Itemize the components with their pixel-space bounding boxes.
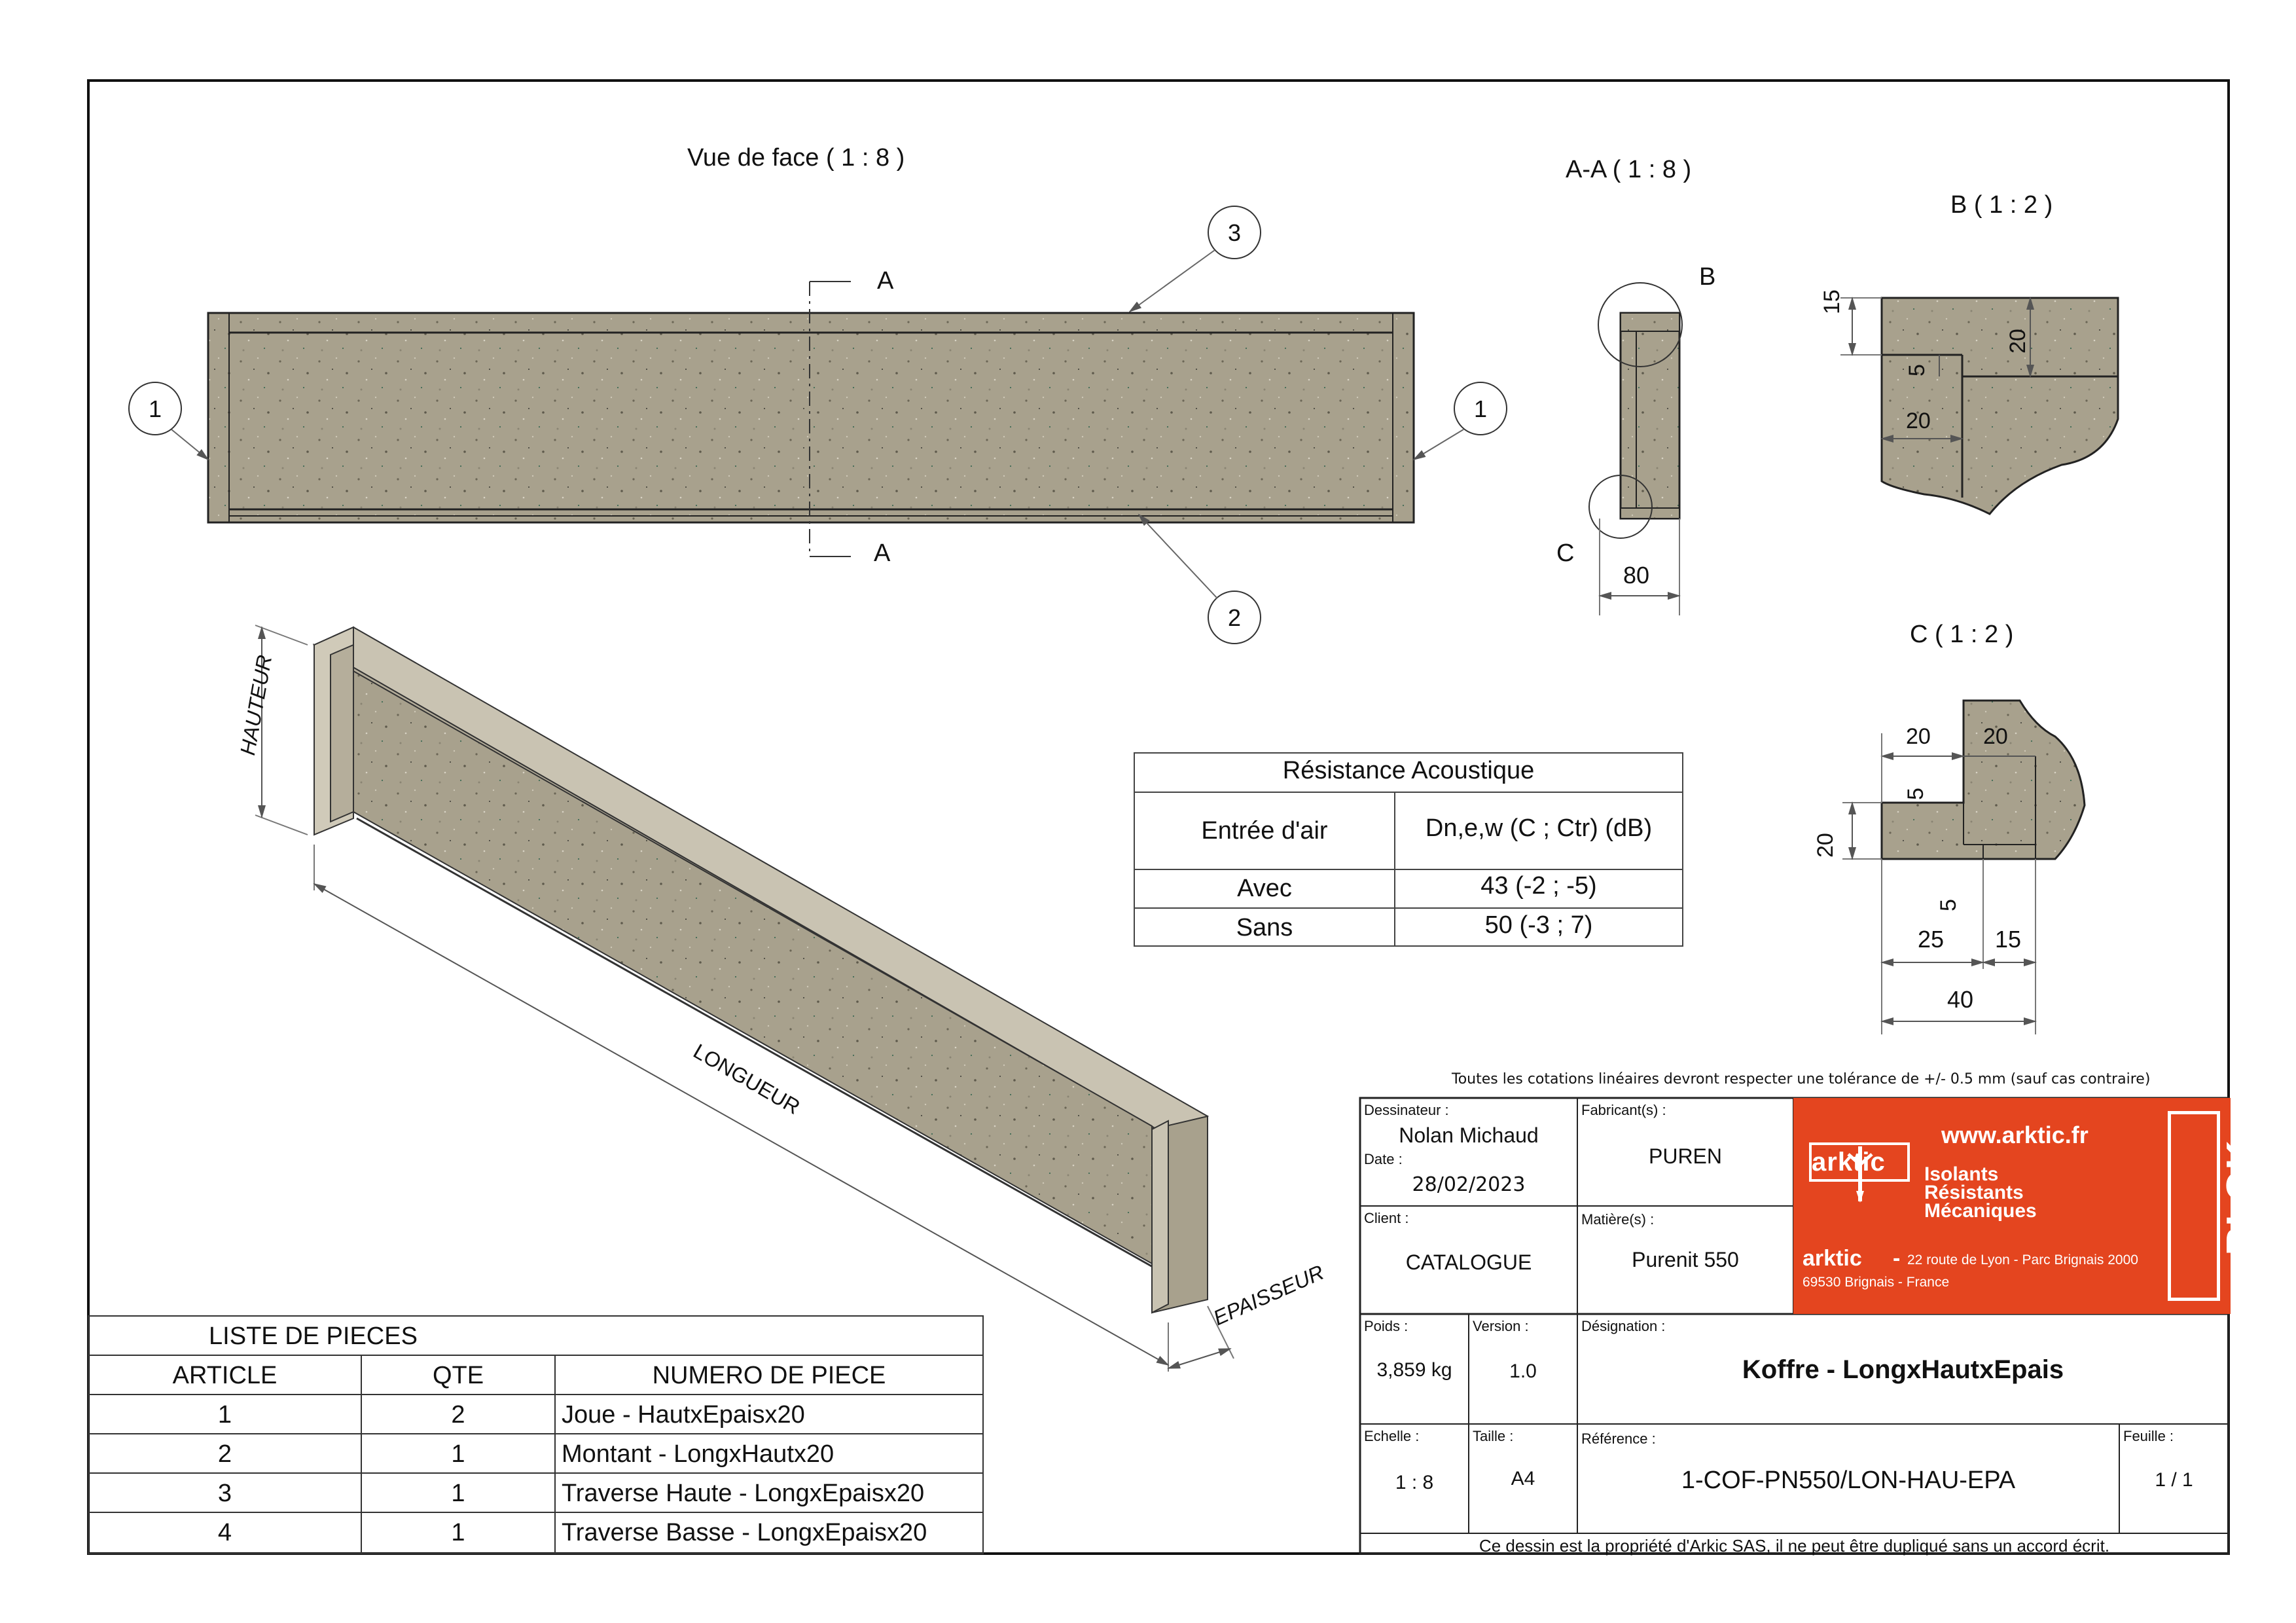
parts-row-1-qty: 2 — [451, 1401, 465, 1429]
maker-label: Fabricant(s) : — [1581, 1102, 1666, 1118]
acoustic-col-dn: Dn,e,w (C ; Ctr) (dB) — [1425, 814, 1653, 842]
material-value: Purenit 550 — [1632, 1248, 1739, 1271]
parts-title: LISTE DE PIECES — [209, 1322, 418, 1350]
detail-b-marker: B — [1699, 263, 1716, 291]
brand-dash: - — [1893, 1246, 1901, 1271]
weight-label: Poids : — [1364, 1318, 1408, 1334]
client-value: CATALOGUE — [1405, 1250, 1532, 1274]
section-view-title: A-A ( 1 : 8 ) — [1566, 156, 1692, 183]
parts-row-2-article: 2 — [217, 1440, 232, 1468]
detail-b-dim-20-right: 20 — [2005, 329, 2030, 354]
detail-b-dim-5: 5 — [1905, 364, 1929, 376]
parts-row-2-qty: 1 — [451, 1440, 465, 1468]
copyright-note: Ce dessin est la propriété d'Arkic SAS, il ne peut être dupliqué sans un accord écrit. — [1479, 1536, 2110, 1556]
brand-tagline-1: Isolants — [1924, 1163, 1999, 1185]
detail-c-title: C ( 1 : 2 ) — [1910, 621, 2014, 648]
detail-c — [1842, 701, 2085, 1034]
size-value: A4 — [1511, 1468, 1535, 1489]
brand-website: www.arktic.fr — [1941, 1122, 2089, 1148]
brand-tagline-2: Résistants — [1924, 1182, 2024, 1203]
client-label: Client : — [1364, 1210, 1409, 1226]
scale-value: 1 : 8 — [1395, 1472, 1434, 1493]
front-view — [129, 206, 1507, 644]
isometric-view — [255, 625, 1234, 1372]
brand-panel — [1793, 1098, 2264, 1314]
material-label: Matière(s) : — [1581, 1211, 1655, 1228]
version-label: Version : — [1473, 1318, 1529, 1334]
designer-label: Dessinateur : — [1364, 1102, 1449, 1118]
acoustic-row-avec-value: 43 (-2 ; -5) — [1480, 872, 1597, 900]
parts-table-grid — [88, 1316, 983, 1554]
detail-b — [1840, 298, 2118, 514]
brand-vertical-box — [2168, 1111, 2264, 1301]
parts-row-1-name: Joue - HautxEpaisx20 — [562, 1401, 805, 1429]
size-label: Taille : — [1473, 1428, 1514, 1444]
acoustic-row-sans-value: 50 (-3 ; 7) — [1484, 911, 1593, 939]
detail-c-dim-20-a: 20 — [1906, 724, 1931, 749]
detail-c-dim-25: 25 — [1918, 926, 1945, 953]
parts-header-article: ARTICLE — [172, 1362, 278, 1389]
detail-b-dim-20-bottom: 20 — [1906, 409, 1931, 433]
designation-value: Koffre - LongxHautxEpais — [1742, 1355, 2064, 1384]
iso-longueur-label: LONGUEUR — [689, 1039, 804, 1119]
detail-c-dim-20-side: 20 — [1813, 833, 1838, 858]
detail-b-dim-15: 15 — [1820, 289, 1844, 314]
parts-row-1-article: 1 — [217, 1401, 232, 1429]
brand-address-2: 69530 Brignais - France — [1803, 1275, 1950, 1290]
parts-row-3-name: Traverse Haute - LongxEpaisx20 — [562, 1480, 925, 1507]
parts-header-numero: NUMERO DE PIECE — [652, 1362, 886, 1389]
brand-vertical: BLOK — [2219, 1140, 2264, 1256]
balloon-1-left: 1 — [149, 395, 162, 422]
detail-b-title: B ( 1 : 2 ) — [1950, 191, 2053, 219]
acoustic-title: Résistance Acoustique — [1282, 757, 1535, 784]
balloon-1-right: 1 — [1474, 395, 1488, 422]
balloon-2: 2 — [1228, 604, 1242, 631]
parts-row-4-name: Traverse Basse - LongxEpaisx20 — [562, 1519, 927, 1546]
iso-epaisseur-label: EPAISSEUR — [1210, 1260, 1328, 1330]
balloon-3: 3 — [1228, 219, 1242, 246]
tolerance-note: Toutes les cotations linéaires devront respecter une tolérance de +/- 0.5 mm (sauf cas contraire) — [1452, 1071, 2151, 1087]
detail-c-dim-40: 40 — [1947, 986, 1974, 1013]
parts-row-3-article: 3 — [217, 1480, 232, 1507]
acoustic-row-sans-label: Sans — [1236, 914, 1293, 941]
sheet-label: Feuille : — [2123, 1428, 2174, 1444]
detail-c-dim-20-b: 20 — [1983, 724, 2008, 749]
logo-text: arktic — [1812, 1148, 1886, 1176]
version-value: 1.0 — [1509, 1360, 1537, 1382]
scale-label: Echelle : — [1364, 1428, 1420, 1444]
brand-address-1: 22 route de Lyon - Parc Brignais 2000 — [1907, 1252, 2138, 1267]
section-width-dim: 80 — [1623, 562, 1650, 589]
reference-label: Référence : — [1581, 1431, 1656, 1447]
detail-c-marker: C — [1556, 539, 1575, 567]
sheet-value: 1 / 1 — [2155, 1469, 2193, 1491]
parts-row-3-qty: 1 — [451, 1480, 465, 1507]
weight-value: 3,859 kg — [1376, 1359, 1452, 1381]
brand-name: arktic — [1803, 1246, 1862, 1271]
section-mark-top: A — [877, 267, 894, 295]
reference-value: 1-COF-PN550/LON-HAU-EPA — [1681, 1467, 2016, 1494]
parts-row-4-qty: 1 — [451, 1519, 465, 1546]
arktic-logo — [1809, 1139, 1914, 1204]
parts-row-2-name: Montant - LongxHautx20 — [562, 1440, 834, 1468]
designer-value: Nolan Michaud — [1399, 1123, 1539, 1147]
iso-hauteur-label: HAUTEUR — [236, 653, 277, 757]
date-value: 28/02/2023 — [1412, 1173, 1526, 1196]
date-label: Date : — [1364, 1151, 1403, 1167]
detail-c-dim-5-bottom: 5 — [1936, 899, 1961, 911]
acoustic-row-avec-label: Avec — [1237, 875, 1292, 902]
brand-tagline-3: Mécaniques — [1924, 1200, 2037, 1222]
parts-row-4-article: 4 — [217, 1519, 232, 1546]
detail-c-dim-15: 15 — [1995, 926, 2022, 953]
detail-c-dim-5-top: 5 — [1903, 788, 1928, 800]
designation-label: Désignation : — [1581, 1318, 1666, 1334]
maker-value: PUREN — [1648, 1144, 1722, 1168]
front-view-title: Vue de face ( 1 : 8 ) — [687, 144, 905, 172]
parts-header-qte: QTE — [432, 1362, 484, 1389]
acoustic-col-air: Entrée d'air — [1201, 817, 1328, 845]
section-mark-bottom: A — [874, 539, 891, 567]
